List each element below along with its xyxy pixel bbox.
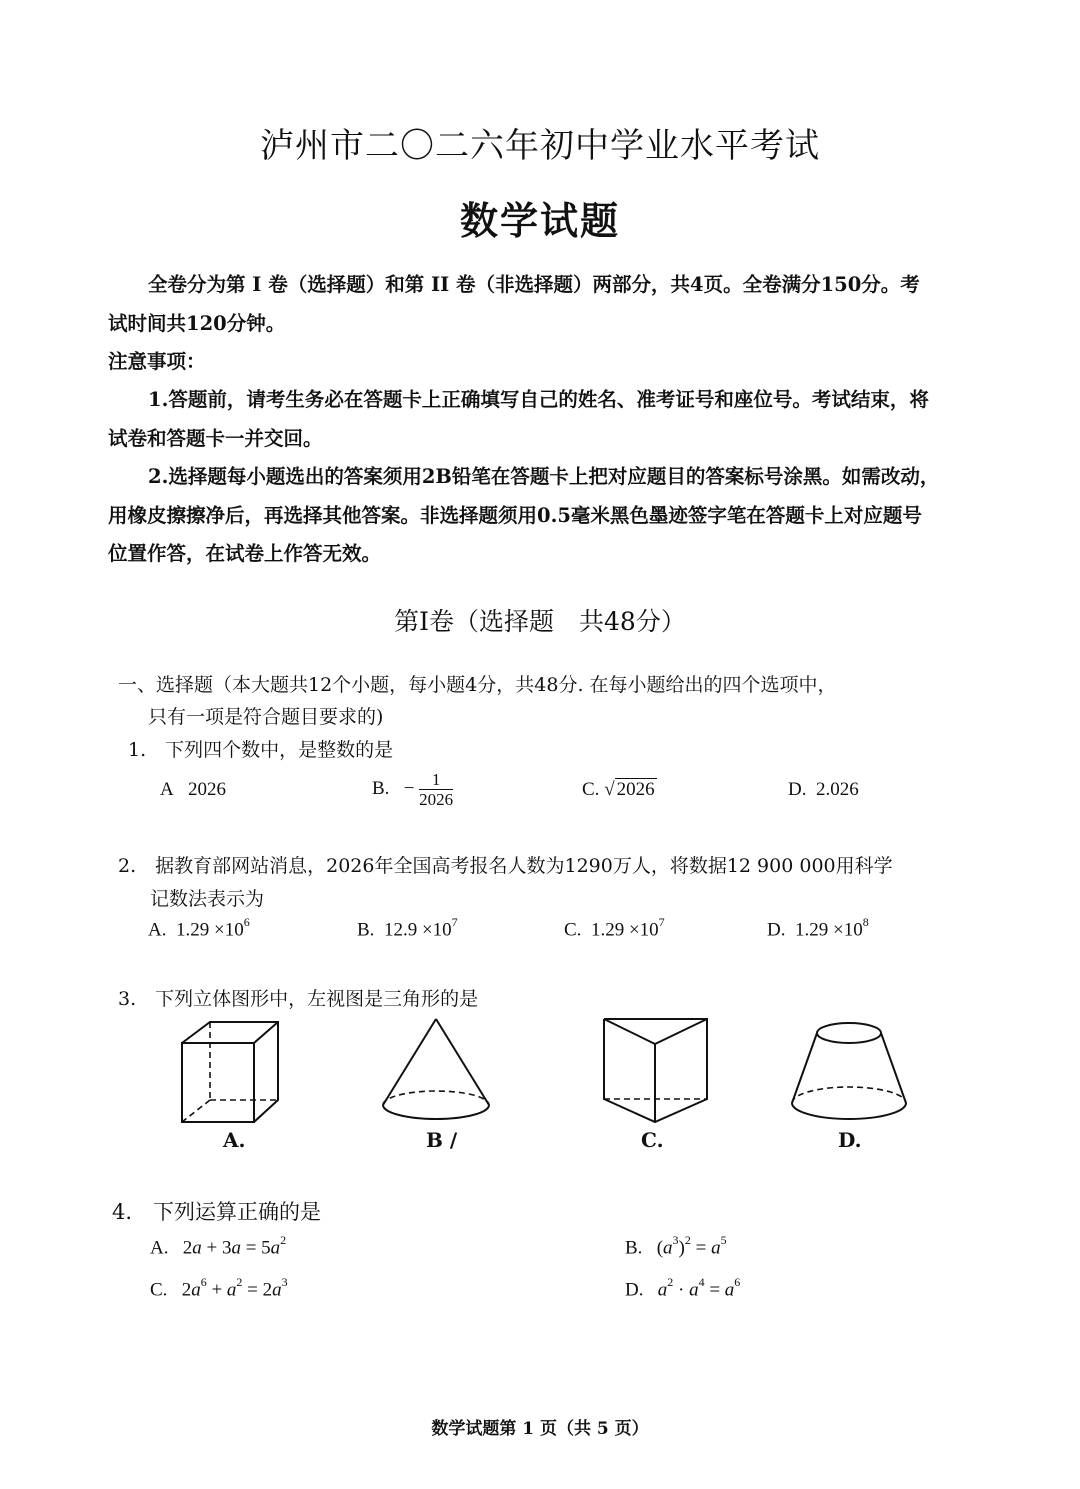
figure-d-label: D. bbox=[838, 1128, 862, 1152]
option-value: 2.026 bbox=[815, 779, 859, 800]
question-1-stem: 1. 下列四个数中，是整数的是 bbox=[128, 739, 394, 761]
option-value: 2026 bbox=[187, 779, 226, 800]
question-2-stem-line-1: 2. 据教育部网站消息，2026年全国高考报名人数为1290万人，将数据12 900 000用科学 bbox=[118, 855, 893, 877]
frustum-figure bbox=[787, 1015, 911, 1130]
question-4-stem: 4. 下列运算正确的是 bbox=[112, 1200, 322, 1224]
notice-2-line-1: 2.选择题每小题选出的答案须用2B铅笔在答题卡上把对应题目的答案标号涂黑。如需改动， bbox=[148, 465, 940, 488]
notice-1-line-2: 试卷和答题卡一并交回。 bbox=[108, 427, 323, 450]
exponent: 8 bbox=[862, 915, 869, 929]
option-label: D. bbox=[625, 1279, 644, 1301]
intro-line-2: 试时间共120分钟。 bbox=[108, 312, 286, 335]
notice-1-line-1: 1.答题前，请考生务必在答题卡上正确填写自己的姓名、准考证号和座位号。考试结束，将 bbox=[148, 388, 929, 411]
question-2-option-b bbox=[357, 917, 458, 941]
notice-2-line-3: 位置作答，在试卷上作答无效。 bbox=[108, 542, 382, 565]
exam-title: 泸州市二〇二六年初中学业水平考试 bbox=[260, 126, 820, 166]
question-1-option-a bbox=[160, 779, 226, 801]
minus-sign: − bbox=[403, 777, 415, 799]
figure-c-label: C. bbox=[641, 1128, 664, 1152]
fraction-numerator: 1 bbox=[419, 770, 453, 790]
option-value: 1.29 ×10 bbox=[590, 919, 659, 941]
question-4-option-b: B. $(a^3)^2 = a^5$ bbox=[625, 1233, 727, 1259]
question-4-option-c: C. $2a^6 + a^2 = 2a^3$ bbox=[150, 1275, 288, 1301]
figure-a-label: A. bbox=[223, 1128, 246, 1152]
notice-2-line-2: 用橡皮擦擦净后，再选择其他答案。非选择题须用0.5毫米黑色墨迹签字笔在答题卡上对应题号 bbox=[108, 504, 922, 527]
option-label: C. bbox=[582, 779, 600, 800]
sqrt-symbol: √ 2026 bbox=[604, 779, 655, 800]
question-2-option-c bbox=[564, 917, 665, 941]
option-label: B. bbox=[625, 1237, 643, 1259]
option-label: A. bbox=[150, 1237, 169, 1259]
question-4-option-a: A. $2a + 3a = 5a^2$ bbox=[150, 1233, 287, 1259]
intro-line-1: 全卷分为第 I 卷（选择题）和第 II 卷（非选择题）两部分，共4页。全卷满分150分。考 bbox=[148, 273, 920, 296]
triangular-prism-figure bbox=[600, 1015, 712, 1130]
question-1-option-c bbox=[582, 779, 657, 801]
cone-figure bbox=[376, 1015, 496, 1125]
exponent: 6 bbox=[243, 915, 250, 929]
option-label: A bbox=[160, 779, 174, 800]
question-1-option-b bbox=[372, 770, 453, 809]
fraction bbox=[419, 770, 453, 809]
exponent: 7 bbox=[451, 915, 458, 929]
notice-title: 注意事项： bbox=[108, 350, 206, 373]
fraction-denominator: 2026 bbox=[419, 790, 454, 809]
radicand: 2026 bbox=[616, 779, 655, 800]
question-2-stem-line-2: 记数法表示为 bbox=[150, 888, 265, 910]
option-label: C. bbox=[564, 919, 582, 941]
option-label: D. bbox=[788, 779, 807, 800]
question-2-option-d bbox=[767, 917, 869, 941]
question-3-stem: 3. 下列立体图形中，左视图是三角形的是 bbox=[118, 988, 479, 1010]
option-value: 12.9 ×10 bbox=[383, 919, 452, 941]
question-1-option-d bbox=[788, 779, 859, 801]
option-value: 1.29 ×10 bbox=[175, 919, 244, 941]
part-instructions-line-1: 一、选择题（本大题共12个小题，每小题4分，共48分. 在每小题给出的四个选项中， bbox=[118, 674, 837, 696]
option-label: C. bbox=[150, 1279, 168, 1301]
question-2-option-a bbox=[148, 917, 250, 941]
option-label: D. bbox=[767, 919, 786, 941]
exam-subtitle: 数学试题 bbox=[459, 198, 620, 243]
page-footer: 数学试题第 1 页（共 5 页） bbox=[431, 1419, 649, 1439]
part-instructions-line-2: 只有一项是符合题目要求的) bbox=[148, 706, 384, 728]
exponent: 7 bbox=[658, 915, 665, 929]
option-label: B. bbox=[357, 919, 375, 941]
section-title: 第Ⅰ卷（选择题 共48分） bbox=[394, 607, 686, 636]
cube-figure bbox=[175, 1015, 290, 1130]
figure-b-label: B / bbox=[426, 1128, 458, 1152]
option-label: A. bbox=[148, 919, 167, 941]
question-4-option-d: D. $a^2 \cdot a^4 = a^6$ bbox=[625, 1275, 741, 1301]
option-label: B. bbox=[372, 777, 390, 799]
option-value: 1.29 ×10 bbox=[794, 919, 863, 941]
